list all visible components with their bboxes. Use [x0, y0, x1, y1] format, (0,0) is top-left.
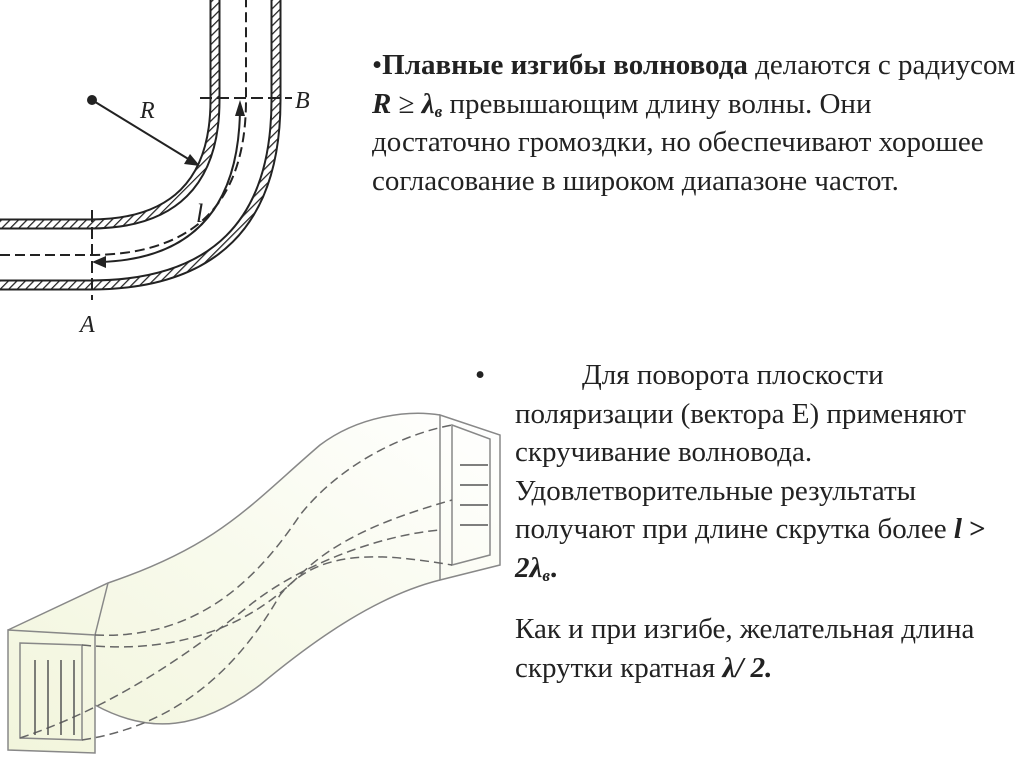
paragraph-bend: [372, 46, 1017, 200]
subscript-v: в: [434, 101, 443, 121]
math-l: l: [953, 513, 962, 545]
waveguide-bend-diagram: [0, 0, 320, 345]
geq-sign: ≥: [391, 87, 422, 120]
bullet: •: [372, 49, 383, 81]
label-r: R: [140, 98, 155, 124]
length-arrow-head-top: [235, 100, 245, 116]
twist-text-a: Для поворота плоскости поляризации (вектора Е) применяют скручивание волновода. Удовлетворительные результаты получают при длине скрутка более: [515, 359, 966, 545]
period: .: [549, 551, 558, 584]
radius-arrow-head: [184, 154, 200, 166]
math-lambda-half: λ/ 2.: [722, 651, 773, 684]
label-l: l: [196, 199, 204, 228]
bullet-2: •: [475, 359, 486, 391]
math-r: R: [372, 87, 392, 120]
twist-length-text: Как и при изгибе, желательная длина скрутки кратная: [515, 613, 975, 684]
length-arrow-head-left: [92, 256, 106, 268]
waveguide-walls: [0, 0, 276, 285]
math-lambda: λ: [421, 87, 435, 120]
paragraph-twist-length: [515, 610, 1015, 687]
bend-lead: Плавные изгибы волновода: [382, 49, 748, 81]
paragraph-twist: [515, 356, 1015, 587]
bend-text-a: делаются с радиусом: [747, 49, 1016, 81]
waveguide-twist-diagram: [0, 405, 505, 767]
subscript-v-2: в: [542, 565, 550, 585]
math-2lambda: 2λ: [515, 551, 543, 584]
label-a: A: [80, 312, 95, 338]
gt-sign: >: [961, 513, 986, 545]
bend-text-b: превышающим длину волны. Они достаточно громоздки, но обеспечивают хорошее согласование в широком диапазоне частот.: [372, 87, 984, 197]
label-b: B: [295, 88, 310, 114]
length-arrow: [100, 110, 240, 262]
